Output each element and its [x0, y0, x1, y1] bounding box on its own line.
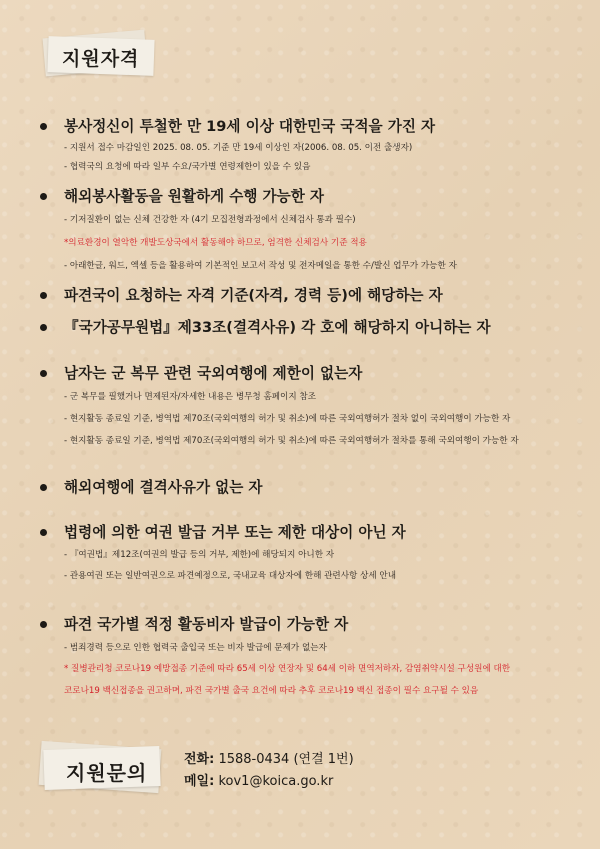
- qualification-warning: *의료환경이 열악한 개발도상국에서 활동해야 하므로, 엄격한 신체검사 기준 적용: [64, 238, 367, 248]
- qualification-note: - 협력국의 요청에 따라 일부 수요/국가별 연령제한이 있을 수 있음: [64, 162, 311, 172]
- bullet-icon: [40, 292, 47, 299]
- qualification-warning: 코로나19 백신접종을 권고하며, 파견 국가별 출국 요건에 따라 추후 코로나19 백신 접종이 필수 요구될 수 있음: [64, 686, 479, 696]
- phone-label: 전화:: [184, 752, 215, 767]
- qualification-title: 파견 국가별 적정 활동비자 발급이 가능한 자: [64, 616, 349, 633]
- email-value[interactable]: kov1@koica.go.kr: [218, 774, 334, 789]
- qualification-note: - 관용여권 또는 일반여권으로 파견예정으로, 국내교육 대상자에 한해 관련사항 상세 안내: [64, 571, 397, 581]
- qualification-note: - 현지활동 종료일 기준, 병역법 제70조(국외여행의 허가 및 취소)에 따른 국외여행허가 절차 없이 국외여행이 가능한 자: [64, 414, 511, 424]
- qualification-title: 남자는 군 복무 관련 국외여행에 제한이 없는자: [64, 365, 363, 382]
- bullet-icon: [40, 621, 47, 628]
- qualification-warning: * 질병관리청 코로나19 예방접종 기준에 따라 65세 이상 연장자 및 64세 이하 면역저하자, 감염취약시설 구성원에 대한: [64, 664, 511, 674]
- bullet-icon: [40, 529, 47, 536]
- bullet-icon: [40, 193, 47, 200]
- qualification-item-travel: [38, 477, 263, 499]
- qualification-note: - 『여권법』제12조(여권의 발급 등의 거부, 제한)에 해당되지 아니한 자: [64, 550, 335, 560]
- contact-phone: [184, 748, 354, 767]
- qualification-item-health: [38, 186, 457, 276]
- phone-value[interactable]: 1588-0434 (연결 1번): [218, 752, 354, 767]
- qualification-item-age: [38, 116, 435, 177]
- bullet-icon: [40, 123, 47, 130]
- qualification-note: - 범죄경력 등으로 인한 협력국 출입국 또는 비자 발급에 문제가 없는자: [64, 643, 327, 653]
- qualification-item-visa: [38, 614, 510, 701]
- qualification-item-requirements: [38, 285, 443, 307]
- qualification-note: - 기저질환이 없는 신체 건강한 자 (4기 모집전형과정에서 신체검사 통과 필수): [64, 215, 356, 225]
- section-title-qualifications: 지원자격: [62, 48, 140, 70]
- qualification-item-public-service-law: [38, 317, 491, 339]
- qualification-title: 해외여행에 결격사유가 없는 자: [64, 479, 263, 496]
- qualification-title: 『국가공무원법』제33조(결격사유) 각 호에 해당하지 아니하는 자: [64, 319, 491, 336]
- qualification-title: 법령에 의한 여권 발급 거부 또는 제한 대상이 아닌 자: [64, 524, 406, 541]
- qualification-note: - 아래한글, 워드, 엑셀 등을 활용하여 기본적인 보고서 작성 및 전자메일을 통한 수/발신 업무가 가능한 자: [64, 261, 457, 271]
- qualification-note: - 군 복무를 필했거나 면제된자/자세한 내용은 병무청 홈페이지 참조: [64, 392, 316, 402]
- qualification-item-military: [38, 363, 519, 451]
- qualification-item-passport: [38, 522, 406, 586]
- qualification-title: 파견국이 요청하는 자격 기준(자격, 경력 등)에 해당하는 자: [64, 287, 443, 304]
- qualification-note: - 현지활동 종료일 기준, 병역법 제70조(국외여행의 허가 및 취소)에 따른 국외여행허가 절차를 통해 국외여행이 가능한 자: [64, 436, 519, 446]
- bullet-icon: [40, 484, 47, 491]
- qualification-title: 봉사정신이 투철한 만 19세 이상 대한민국 국적을 가진 자: [64, 118, 436, 135]
- bullet-icon: [40, 370, 47, 377]
- section-title-contact: 지원문의: [66, 761, 148, 785]
- qualification-note: - 지원서 접수 마감일인 2025. 08. 05. 기준 만 19세 이상인 자(2006. 08. 05. 이전 출생자): [64, 143, 413, 153]
- bullet-icon: [40, 324, 47, 331]
- email-label: 메일:: [184, 774, 215, 789]
- contact-email: [184, 770, 333, 789]
- qualification-title: 해외봉사활동을 원활하게 수행 가능한 자: [64, 188, 324, 205]
